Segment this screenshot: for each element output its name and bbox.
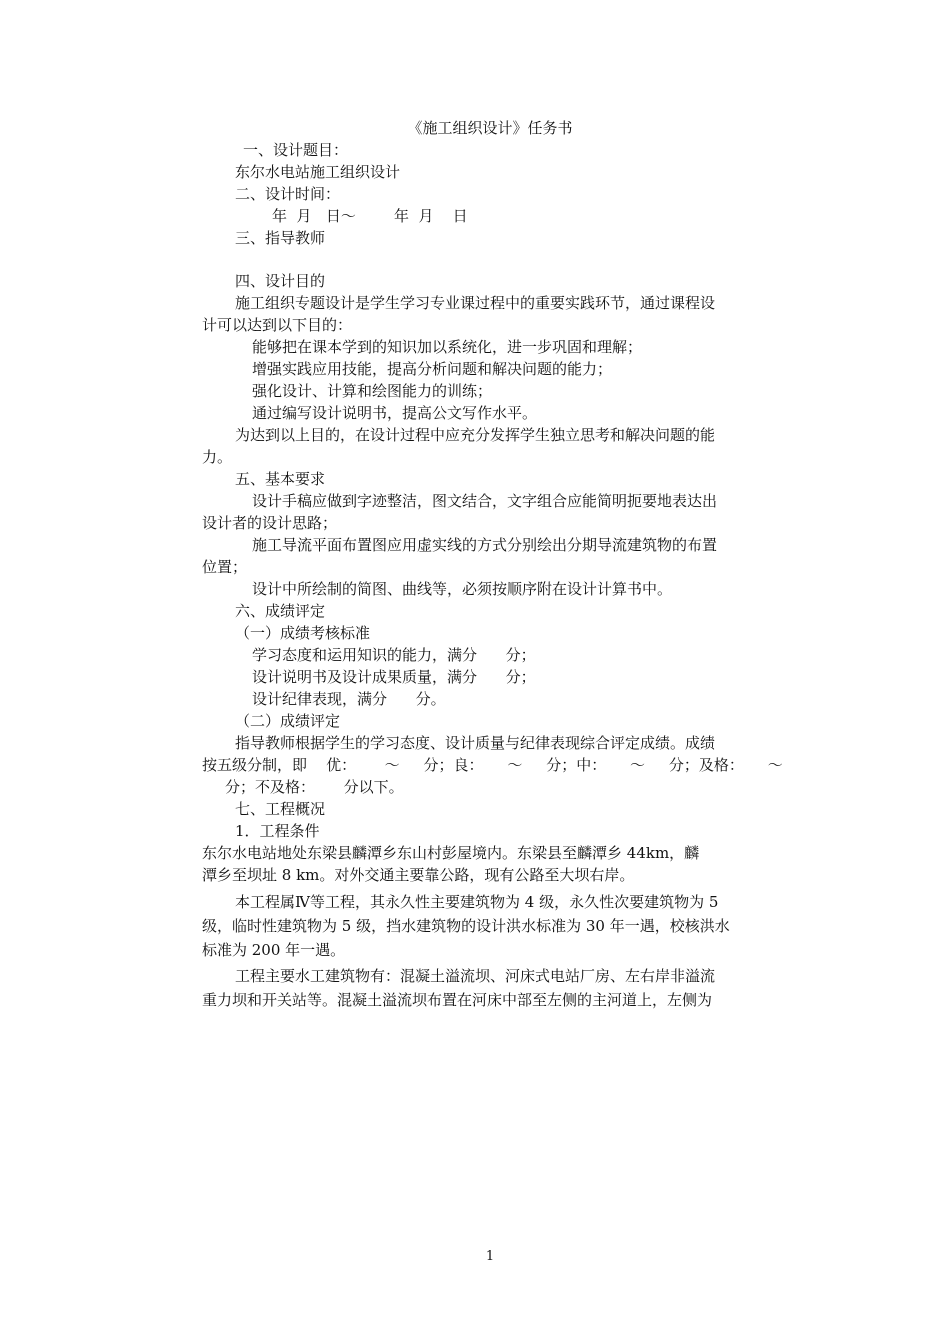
list-item: 强化设计、计算和绘图能力的训练；: [252, 382, 493, 400]
paragraph-line: 东尔水电站地处东梁县麟潭乡东山村彭屋境内。东梁县至麟潭乡 44km，麟: [202, 844, 700, 862]
paragraph-line: 设计手稿应做到字迹整洁，图文结合，文字组合应能简明扼要地表达出: [252, 492, 718, 510]
paragraph-line: 工程主要水工建筑物有：混凝土溢流坝、河床式电站厂房、左右岸非溢流: [235, 967, 716, 985]
subsection-heading: （一）成绩考核标准: [235, 624, 371, 642]
subsection-heading: 1．工程条件: [235, 822, 320, 840]
section-heading: 五、基本要求: [235, 470, 326, 488]
paragraph-line: 本工程属Ⅳ等工程，其永久性主要建筑物为 4 级，永久性次要建筑物为 5: [235, 893, 719, 911]
paragraph-line: 指导教师根据学生的学习态度、设计质量与纪律表现综合评定成绩。成绩: [235, 734, 716, 752]
paragraph-line: 分；不及格： 分以下。: [225, 778, 404, 796]
section-heading: 四、设计目的: [235, 272, 326, 290]
list-item: 通过编写设计说明书，提高公文写作水平。: [252, 404, 538, 422]
section-heading: 二、设计时间：: [235, 185, 341, 203]
list-item: 学习态度和运用知识的能力，满分 分；: [252, 646, 536, 664]
paragraph-line: 设计中所绘制的简图、曲线等，必须按顺序附在设计计算书中。: [252, 580, 673, 598]
paragraph-line: 计可以达到以下目的：: [202, 316, 353, 334]
paragraph-line: 位置；: [202, 558, 248, 576]
paragraph-line: 施工导流平面布置图应用虚实线的方式分别绘出分期导流建筑物的布置: [252, 536, 718, 554]
paragraph-line: 按五级分制，即 优： ～ 分；良： ～ 分；中： ～ 分；及格： ～: [202, 756, 783, 774]
paragraph-line: 级，临时性建筑物为 5 级，挡水建筑物的设计洪水标准为 30 年一遇，校核洪水: [202, 917, 730, 935]
list-item: 增强实践应用技能，提高分析问题和解决问题的能力；: [252, 360, 613, 378]
paragraph-line: 力。: [202, 448, 233, 466]
paragraph-line: 潭乡至坝址 8 km。对外交通主要靠公路，现有公路至大坝右岸。: [202, 866, 635, 884]
section-heading: 六、成绩评定: [235, 602, 326, 620]
paragraph-line: 为达到以上目的，在设计过程中应充分发挥学生独立思考和解决问题的能: [235, 426, 716, 444]
paragraph-line: 重力坝和开关站等。混凝土溢流坝布置在河床中部至左侧的主河道上，左侧为: [202, 991, 713, 1009]
paragraph-line: 标准为 200 年一遇。: [202, 941, 346, 959]
paragraph-line: 设计者的设计思路；: [202, 514, 338, 532]
list-item: 设计说明书及设计成果质量，满分 分；: [252, 668, 536, 686]
section-heading: 三、指导教师: [235, 229, 326, 247]
document-title: 《施工组织设计》任务书: [407, 119, 573, 137]
paragraph-line: 施工组织专题设计是学生学习专业课过程中的重要实践环节，通过课程设: [235, 294, 716, 312]
page-number: 1: [485, 1249, 495, 1264]
subsection-heading: （二）成绩评定: [235, 712, 341, 730]
section-heading: 七、工程概况: [235, 800, 326, 818]
date-blank-line: 年 月 日～ 年 月 日: [272, 207, 468, 225]
section-heading: 一、设计题目：: [243, 141, 349, 159]
list-item: 能够把在课本学到的知识加以系统化，进一步巩固和理解；: [252, 338, 643, 356]
paragraph-line: 东尔水电站施工组织设计: [235, 163, 401, 181]
list-item: 设计纪律表现，满分 分。: [252, 690, 446, 708]
